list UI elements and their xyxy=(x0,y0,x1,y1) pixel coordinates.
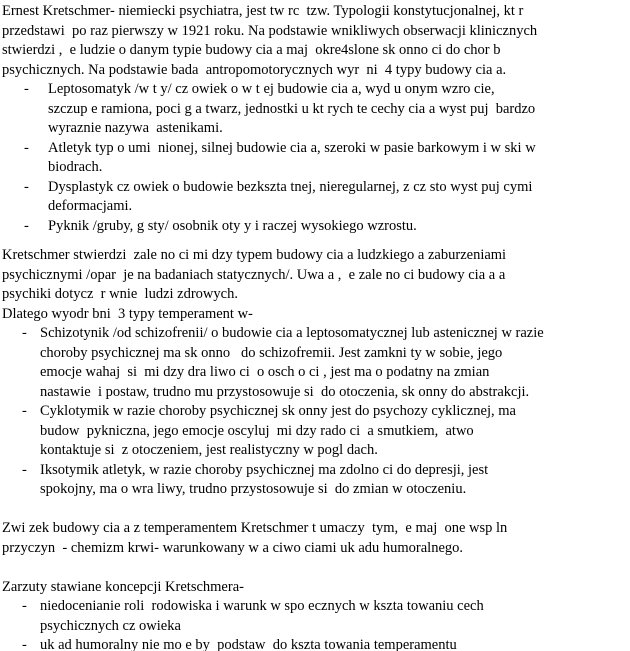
list-item-text: Atletyk typ o umi nionej, silnej budowie cia a, szeroki w pasie barkowym i w ski w xyxy=(48,139,536,156)
text-line: Kretschmer stwierdzi zale no ci mi dzy typem budowy cia a ludzkiego a zaburzeniami xyxy=(2,247,507,263)
text-line: emocje wahaj si mi dzy dra liwo ci o osch o ci , jest ma o podatny na zmian xyxy=(40,364,490,380)
bullet-dash: - xyxy=(22,637,27,651)
paragraph-findings xyxy=(0,246,630,324)
text-line: nastawie i postaw, trudno mu przystosowuje si do otoczenia, sk onny do abstrakcji. xyxy=(40,383,530,400)
text-line: spokojny, ma o wra liwy, trudno przystosowuje si do zmian w otoczeniu. xyxy=(40,481,467,497)
bullet-dash: - xyxy=(22,598,27,614)
list-objections xyxy=(0,597,630,651)
text-line: przedstawi po raz pierwszy w 1921 roku. Na podstawie wnikliwych obserwacji klinicznych xyxy=(2,22,538,39)
list-item xyxy=(0,217,630,237)
list-item-text: Cyklotymik w razie choroby psychicznej sk onny jest do psychozy cyklicznej, ma xyxy=(40,403,516,419)
text-line: stwierdzi , e ludzie o danym typie budowy cia a maj okre4slone sk onno ci do chor b xyxy=(2,42,501,58)
text-line: psychicznych cz owieka xyxy=(40,617,181,634)
list-item-text: Pyknik /gruby, g sty/ osobnik oty y i raczej wysokiego wzrostu. xyxy=(48,217,417,234)
text-line: psychiki dotycz r wnie ludzi zdrowych. xyxy=(2,286,238,302)
text-line: szczup e ramiona, poci g a twarz, jednostki u kt rych te cechy cia a wyst puj bardzo xyxy=(48,100,536,117)
text-line: Zwi zek budowy cia a z temperamentem Kretschmer t umaczy tym, e maj one wsp ln xyxy=(2,520,508,536)
list-item xyxy=(0,597,630,617)
paragraph-link-humoral xyxy=(0,519,630,558)
list-item xyxy=(0,324,630,344)
bullet-dash: - xyxy=(24,217,29,234)
list-temperaments xyxy=(0,324,630,500)
list-item xyxy=(0,178,630,198)
text-line: biodrach. xyxy=(48,159,103,175)
text-line: psychicznych. Na podstawie bada antropomotorycznych wyr ni 4 typy budowy cia a. xyxy=(2,61,507,78)
list-item-text: Leptosomatyk /w t y/ cz owiek o w t ej budowie cia a, wyd u onym wzro cie, xyxy=(48,81,495,97)
list-item-text: Iksotymik atletyk, w razie choroby psychicznej ma zdolno ci do depresji, jest xyxy=(40,461,489,478)
list-item xyxy=(0,461,630,481)
text-line: wyraznie nazywa astenikami. xyxy=(48,120,223,136)
bullet-dash: - xyxy=(24,139,29,156)
text-line: budow pykniczna, jego emocje oscyluj mi dzy rado ci a smutkiem, atwo xyxy=(40,422,474,439)
text-line: Zarzuty stawiane koncepcji Kretschmera- xyxy=(2,578,244,595)
list-item xyxy=(0,636,630,651)
bullet-dash: - xyxy=(22,461,27,478)
list-item-text: Dysplastyk cz owiek o budowie bezkszta tnej, nieregularnej, z cz sto wyst puj cymi xyxy=(48,178,533,195)
list-item xyxy=(0,80,630,100)
paragraph-objections-title xyxy=(0,578,630,598)
bullet-dash: - xyxy=(22,403,27,419)
text-line: przyczyn - chemizm krwi- warunkowany w a ciwo ciami uk adu humoralnego. xyxy=(2,539,464,556)
text-line: psychicznymi /opar je na badaniach statycznych/. Uwa a , e zale no ci budowy cia a a xyxy=(2,266,506,283)
bullet-dash: - xyxy=(24,81,29,97)
blank-line xyxy=(0,500,630,520)
list-item xyxy=(0,402,630,422)
text-line: Dlatego wyodr bni 3 typy temperament w- xyxy=(2,305,253,322)
text-line: Ernest Kretschmer- niemiecki psychiatra, jest tw rc tzw. Typologii konstytucjonalnej, kt r xyxy=(2,3,524,19)
text-line: choroby psychicznej ma sk onno do schizofremii. Jest zamkni ty w sobie, jego xyxy=(40,344,503,361)
text-line: kontaktuje si z otoczeniem, jest realistyczny w pogl dach. xyxy=(40,442,378,458)
blank-line xyxy=(0,236,630,246)
bullet-dash: - xyxy=(22,325,27,341)
paragraph-intro xyxy=(0,2,630,80)
list-item xyxy=(0,139,630,159)
blank-line xyxy=(0,558,630,578)
list-item-text: niedocenianie roli rodowiska i warunk w spo ecznych w kszta towaniu cech xyxy=(40,598,484,614)
list-item-text: Schizotynik /od schizofrenii/ o budowie cia a leptosomatycznej lub astenicznej w razie xyxy=(40,325,544,341)
text-line: deformacjami. xyxy=(48,198,133,214)
list-item-text: uk ad humoralny nie mo e by podstaw do kszta towania temperamentu xyxy=(40,637,457,651)
list-body-types xyxy=(0,80,630,236)
bullet-dash: - xyxy=(24,178,29,195)
